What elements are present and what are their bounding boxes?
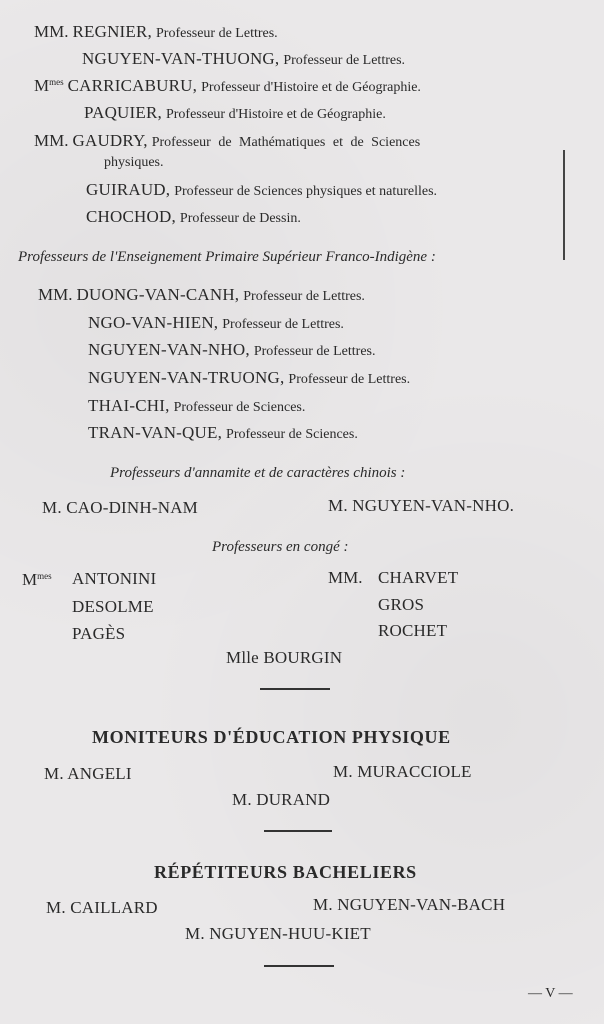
staff-role: Professeur de Lettres. bbox=[222, 317, 344, 332]
staff-row bbox=[88, 368, 410, 388]
staff-row bbox=[88, 423, 358, 443]
separator-rule bbox=[264, 830, 332, 832]
staff-name: CHARVET bbox=[378, 568, 459, 587]
staff-name: TRAN-VAN-QUE, bbox=[88, 423, 223, 442]
margin-line bbox=[563, 150, 565, 260]
section-heading: Professeurs de l'Enseignement Primaire Supérieur Franco-Indigène : bbox=[18, 249, 436, 265]
staff-name: CHOCHOD, bbox=[86, 207, 176, 226]
staff-name: CARRICABURU, bbox=[67, 76, 198, 95]
title-letter: M bbox=[22, 570, 38, 589]
staff-name: DESOLME bbox=[72, 597, 154, 616]
title bbox=[22, 570, 52, 590]
staff-row bbox=[86, 207, 301, 227]
staff-name-right: M. NGUYEN-VAN-NHO. bbox=[328, 496, 515, 515]
section-heading: RÉPÉTITEURS BACHELIERS bbox=[154, 862, 417, 882]
separator-rule bbox=[264, 965, 334, 967]
staff-name-left: M. CAILLARD bbox=[46, 898, 158, 917]
staff-row bbox=[86, 180, 437, 200]
staff-row bbox=[88, 396, 305, 416]
staff-name-left: M. ANGELI bbox=[44, 764, 132, 783]
staff-name-right: M. NGUYEN-VAN-BACH bbox=[313, 895, 506, 914]
staff-row bbox=[88, 340, 376, 360]
staff-name: NGUYEN-VAN-NHO, bbox=[88, 340, 250, 359]
staff-name: ANTONINI bbox=[72, 569, 157, 588]
staff-row bbox=[82, 49, 405, 69]
staff-role: Professeur d'Histoire et de Géographie. bbox=[165, 107, 386, 122]
staff-name-left: M. CAO-DINH-NAM bbox=[42, 498, 198, 517]
staff-row bbox=[84, 103, 386, 123]
staff-name: NGUYEN-VAN-TRUONG, bbox=[88, 368, 285, 387]
staff-name: GROS bbox=[378, 595, 425, 614]
title: MM. bbox=[34, 131, 69, 150]
section-heading: MONITEURS D'ÉDUCATION PHYSIQUE bbox=[92, 727, 451, 747]
staff-row bbox=[88, 313, 344, 333]
staff-name-center: M. DURAND bbox=[232, 790, 331, 809]
page-number: — V — bbox=[528, 986, 573, 1001]
staff-role: Professeur d'Histoire et de Géographie. bbox=[201, 80, 421, 95]
staff-name: NGUYEN-VAN-THUONG, bbox=[82, 49, 280, 68]
staff-name: THAI-CHI, bbox=[88, 396, 170, 415]
staff-role: Professeur de Sciences. bbox=[173, 400, 306, 415]
staff-role: Professeur de Lettres. bbox=[156, 26, 278, 41]
section-heading: Professeurs en congé : bbox=[212, 539, 349, 555]
section-heading: Professeurs d'annamite et de caractères chinois : bbox=[110, 465, 406, 481]
title-superscript: mes bbox=[37, 571, 52, 581]
staff-name: PAGÈS bbox=[72, 624, 126, 643]
staff-name-center: M. NGUYEN-HUU-KIET bbox=[185, 924, 371, 943]
title: M bbox=[34, 76, 50, 95]
title: MM. bbox=[328, 568, 363, 587]
staff-role: Professeur de Dessin. bbox=[179, 211, 301, 226]
staff-row bbox=[38, 285, 365, 305]
staff-row bbox=[34, 22, 278, 42]
staff-role: Professeur de Sciences. bbox=[226, 427, 358, 442]
staff-name: ROCHET bbox=[378, 621, 448, 640]
staff-name: GAUDRY, bbox=[72, 131, 148, 150]
staff-name: GUIRAUD, bbox=[86, 180, 171, 199]
separator-rule bbox=[260, 688, 330, 690]
staff-role: Professeur de Lettres. bbox=[283, 53, 406, 68]
staff-name: NGO-VAN-HIEN, bbox=[88, 313, 219, 332]
staff-name-right: M. MURACCIOLE bbox=[333, 762, 472, 781]
staff-role: Professeur de Mathématiques et de Sciences bbox=[151, 135, 421, 150]
title-superscript: mes bbox=[49, 77, 64, 87]
staff-role: Professeur de Lettres. bbox=[288, 372, 411, 387]
staff-role: Professeur de Lettres. bbox=[253, 344, 376, 359]
staff-row bbox=[34, 76, 421, 96]
title: MM. bbox=[38, 285, 73, 304]
staff-row bbox=[34, 131, 420, 151]
staff-role-continued: physiques. bbox=[104, 155, 164, 170]
staff-name: REGNIER, bbox=[72, 22, 152, 41]
staff-name-center: Mlle BOURGIN bbox=[226, 648, 343, 667]
title: MM. bbox=[34, 22, 69, 41]
staff-role: Professeur de Sciences physiques et naturelles. bbox=[174, 184, 438, 199]
staff-name: DUONG-VAN-CANH, bbox=[76, 285, 240, 304]
staff-role: Professeur de Lettres. bbox=[243, 289, 365, 304]
staff-name: PAQUIER, bbox=[84, 103, 162, 122]
